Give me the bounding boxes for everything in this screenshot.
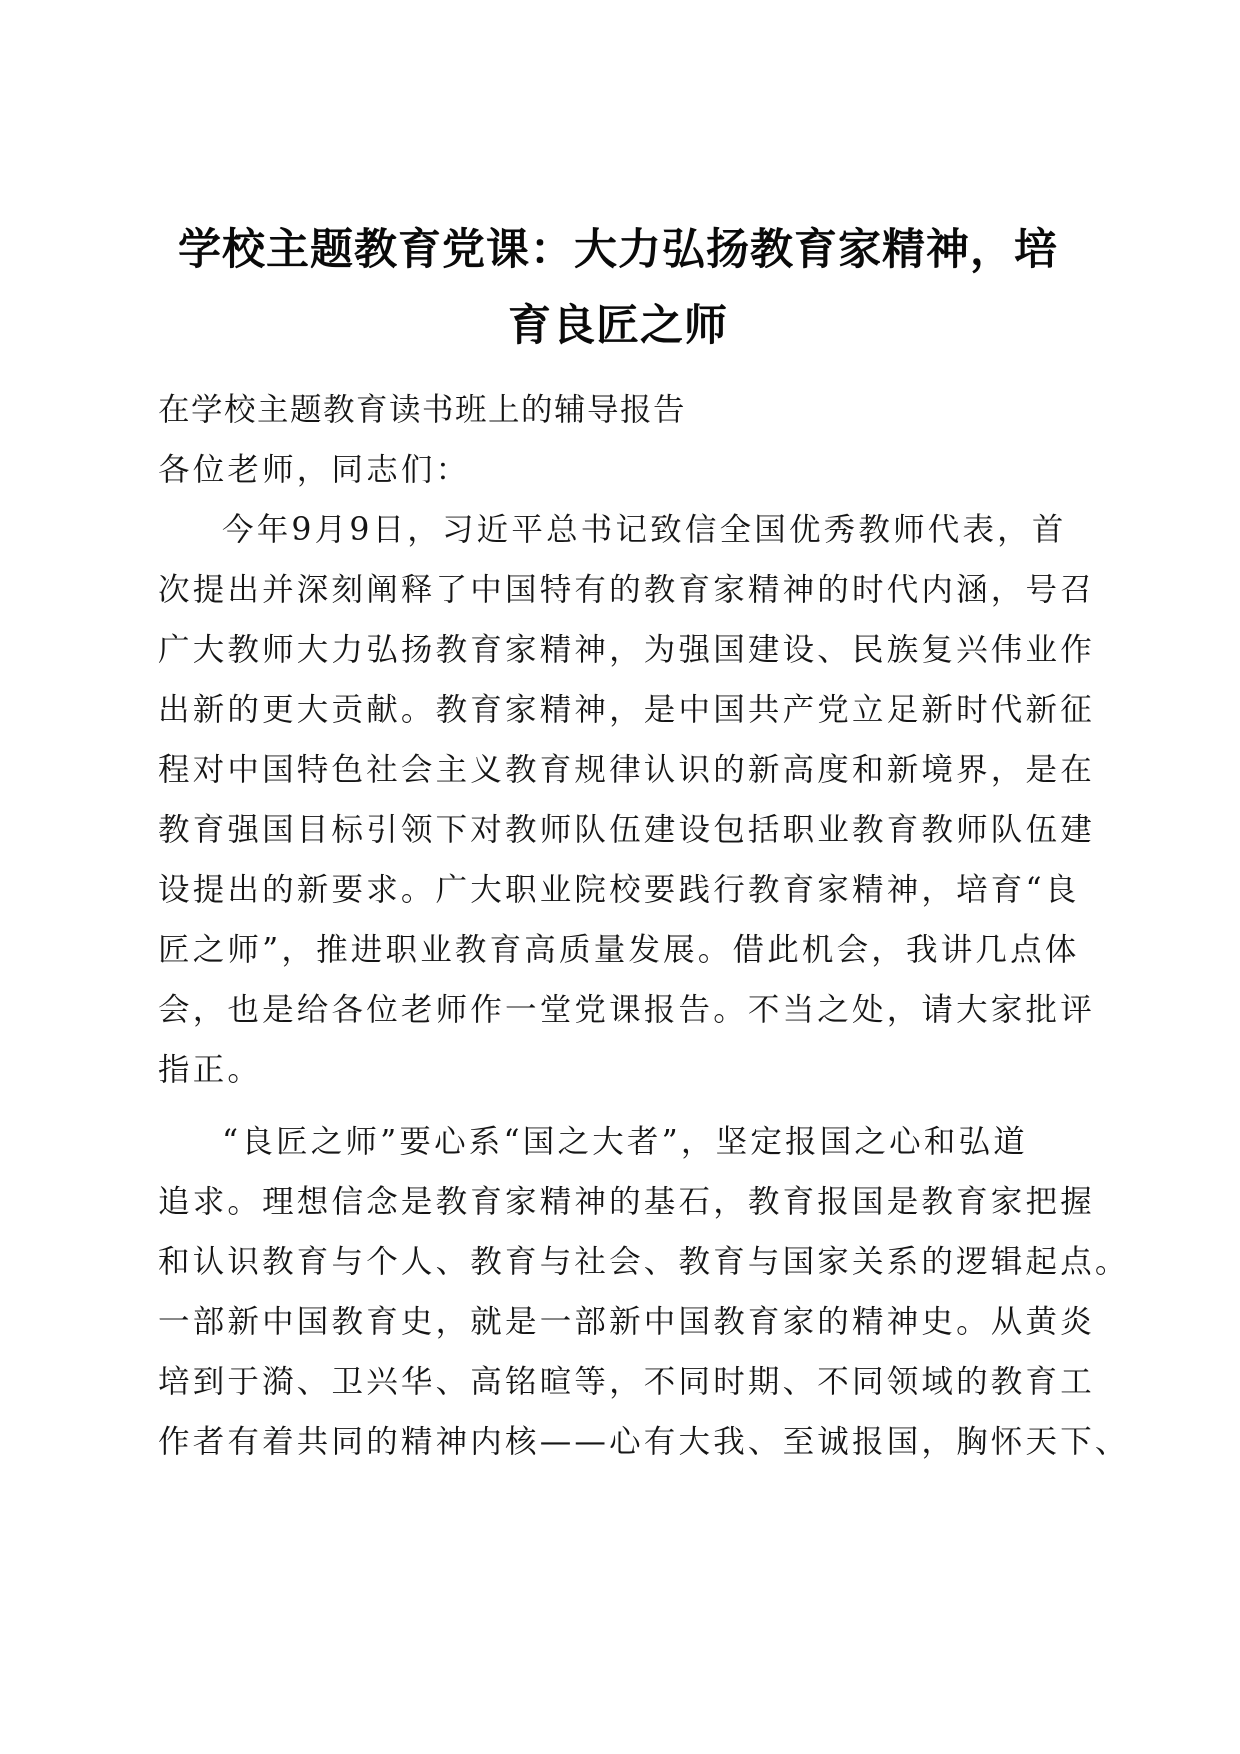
paragraph-line: 指正。: [158, 1052, 263, 1088]
paragraph-line: 匠之师”，推进职业教育高质量发展。借此机会，我讲几点体: [158, 932, 1080, 968]
paragraph-gap: [158, 1100, 1078, 1112]
paragraph-line: 作者有着共同的精神内核——心有大我、至诚报国，胸怀天下、: [158, 1424, 1130, 1460]
document-body: [158, 380, 1130, 1472]
paragraph-line: 追求。理想信念是教育家精神的基石，教育报国是教育家把握: [158, 1184, 1095, 1220]
paragraph-line: 今年9月9日，习近平总书记致信全国优秀教师代表，首: [222, 512, 1067, 548]
paragraph-line: 广大教师大力弘扬教育家精神，为强国建设、民族复兴伟业作: [158, 632, 1095, 668]
paragraph-line: 会，也是给各位老师作一堂党课报告。不当之处，请大家批评: [158, 992, 1095, 1028]
paragraph-line: 培到于漪、卫兴华、高铭暄等，不同时期、不同领域的教育工: [158, 1364, 1095, 1400]
salutation: 各位老师，同志们：: [158, 452, 471, 488]
paragraph-line: 和认识教育与个人、教育与社会、教育与国家关系的逻辑起点。: [158, 1244, 1130, 1280]
document-title: [150, 212, 1086, 364]
paragraph-line: 次提出并深刻阐释了中国特有的教育家精神的时代内涵，号召: [158, 572, 1095, 608]
paragraph-line: 设提出的新要求。广大职业院校要践行教育家精神，培育“良: [158, 872, 1080, 908]
title-line-1: 学校主题教育党课：大力弘扬教育家精神，培: [178, 225, 1058, 275]
document-subtitle: 在学校主题教育读书班上的辅导报告: [158, 392, 687, 428]
paragraph-2: [158, 1112, 1130, 1472]
paragraph-line: 教育强国目标引领下对教师队伍建设包括职业教育教师队伍建: [158, 812, 1095, 848]
paragraph-line: “良匠之师”要心系“国之大者”，坚定报国之心和弘道: [222, 1124, 1028, 1160]
paragraph-1: [158, 500, 1095, 1100]
paragraph-line: 程对中国特色社会主义教育规律认识的新高度和新境界，是在: [158, 752, 1095, 788]
paragraph-line: 一部新中国教育史，就是一部新中国教育家的精神史。从黄炎: [158, 1304, 1095, 1340]
title-line-2: 育良匠之师: [508, 301, 728, 351]
paragraph-line: 出新的更大贡献。教育家精神，是中国共产党立足新时代新征: [158, 692, 1095, 728]
